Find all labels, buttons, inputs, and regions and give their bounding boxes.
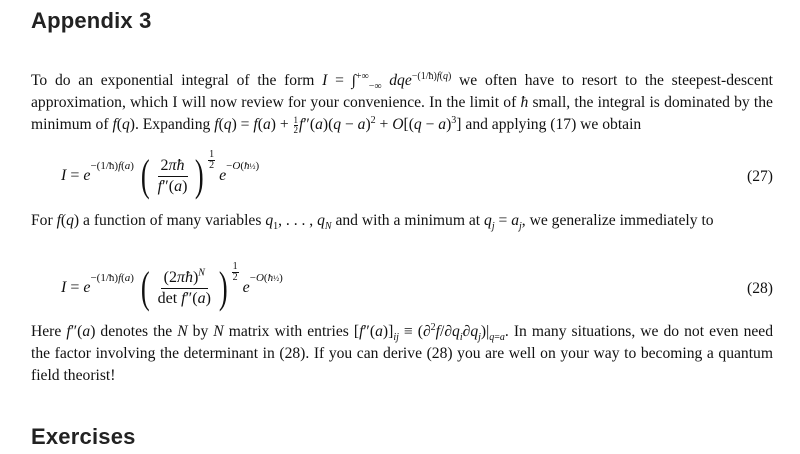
para1-text-b: we often have to resort to the steepest-descent approximation, which I will now review for your convenience. In the limit of <box>31 72 773 111</box>
exercises-heading: Exercises <box>31 424 136 449</box>
taylor-expansion: f(q) = f(a) + $\frac{1}{2}$ $f''(a)(q - a)^2 + O[(q - a)^3]$ <box>214 114 462 135</box>
equation-28 <box>31 258 773 318</box>
equation-27-number: (27) <box>747 168 773 185</box>
second-derivative: f″(a) <box>66 323 96 340</box>
para3-text-d: matrix with entries <box>223 323 354 340</box>
paragraph-many-variables <box>31 210 773 232</box>
f-of-q: f(q) <box>112 116 135 133</box>
n-symbol-2: N <box>213 323 224 340</box>
para2-text-a: For <box>31 212 57 229</box>
equation-28-formula: I = e −(1/ħ)f(a) ( $\frac{(2\pi ħ)^N}{\text{det f″(a)}}$ ) 1 2 e −O(ħ½) <box>61 260 283 312</box>
para3-text-c: by <box>187 323 214 340</box>
para1-text-e: and applying (17) we obtain <box>461 116 642 133</box>
para1-text-d: . Expanding <box>134 116 215 133</box>
para3-text-e: . In many situations, we do not even need the factor involving the determinant in (28). If you can derive (28) you are well on your way to becoming a quantum field theorist! <box>31 323 774 384</box>
appendix-heading: Appendix 3 <box>31 8 152 33</box>
minimum-condition: $q_j = a_j$ <box>484 212 522 233</box>
para2-text-b: a function of many variables <box>79 212 266 229</box>
para1-text-a: To do an exponential integral of the form <box>31 72 323 89</box>
para2-text-d: , we generalize immediately to <box>521 212 714 229</box>
equation-28-number: (28) <box>747 280 773 297</box>
n-symbol-1: N <box>177 323 188 340</box>
hbar-symbol: ħ <box>520 94 529 111</box>
para3-text-a: Here <box>31 323 67 340</box>
f-of-q-2: f(q) <box>56 212 80 229</box>
matrix-entries: $[f''(a)]_{ij} \equiv (\partial^2f/\partial q_i\partial q_j)|_{q=a}$ <box>353 321 505 344</box>
variables-list: $q_1$, . . . , $q_N$ <box>265 212 332 233</box>
para3-text-b: denotes the <box>95 323 178 340</box>
para1-text-c: small, the integral is dominated by the minimum of <box>31 94 773 133</box>
equation-27-formula: I = e −(1/ħ)f(a) ( $\frac{2\pi ħ}{f''(a)}$ ) 1 2 e −O(ħ½) <box>61 148 260 200</box>
para2-text-c: and with a minimum at <box>331 212 485 229</box>
integral-formula: $I = \int^{+\infty}_{-\infty}$ dqe$^{-(1/ħ)f(q)}$ <box>322 70 452 93</box>
equation-27 <box>31 146 773 206</box>
paragraph-matrix <box>31 321 773 387</box>
paragraph-steepest-descent <box>31 70 773 136</box>
